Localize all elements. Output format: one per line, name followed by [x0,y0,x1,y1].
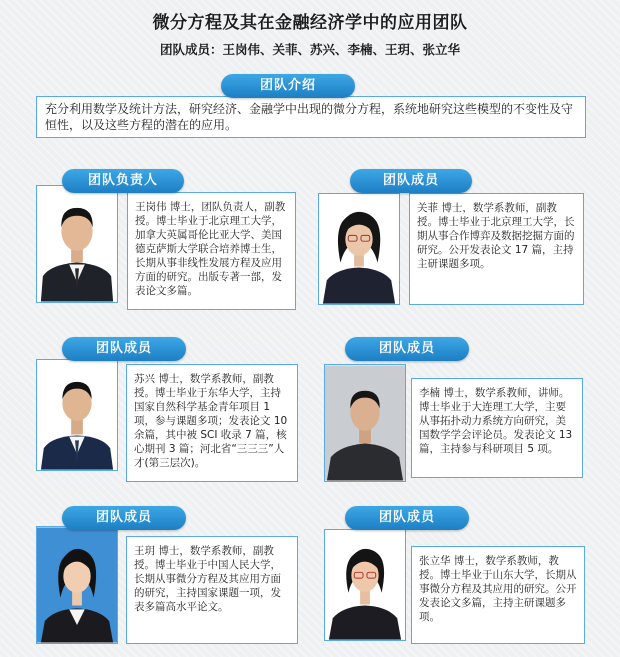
intro-label: 团队介绍 [221,74,355,98]
member-bio: 关菲 博士，数学系教师，副教授。博士毕业于北京理工大学，长期从事合作博弈及数据挖掘方面的研究。公开发表论文 17 篇，主持主研课题多项。 [409,193,584,305]
member-photo [36,526,118,644]
portrait-man-casual [325,365,405,481]
page-title: 微分方程及其在金融经济学中的应用团队 [152,13,468,33]
member-bio: 李楠 博士，数学系教师，讲师。博士毕业于大连理工大学，主要从事拓扑动力系统方向研究，美国数学学会评论员。发表论文 13 篇，主持参与科研项目 5 项。 [411,378,583,478]
card-label: 团队成员 [350,169,472,193]
portrait-man-suit [37,186,117,302]
member-bio: 张立华 博士，数学系教师，教授。博士毕业于山东大学，长期从事微分方程及其应用的研究。公开发表论文多篇，主持主研课题多项。 [411,546,585,644]
portrait-man-suit [37,360,117,470]
card-label: 团队成员 [62,506,186,530]
member-photo [318,193,400,305]
member-bio: 苏兴 博士，数学系教师，副教授。博士毕业于东华大学，主持国家自然科学基金青年项目 1 项，参与课题多项；发表论文 10 余篇，其中被 SCI 收录 7 篇，核心期刊 3 篇；河北省“三三三”人才(第三层次)。 [126,364,298,482]
intro-text: 充分利用数学及统计方法，研究经济、金融学中出现的微分方程，系统地研究这些模型的不变性及守恒性，以及这些方程的潜在的应用。 [36,96,586,138]
member-bio: 王玥 博士，数学系教师，副教授。博士毕业于中国人民大学，长期从事微分方程及其应用方面的研究，主持国家课题一项，发表多篇高水平论文。 [126,536,298,644]
member-bio: 王岗伟 博士，团队负责人，副教授。博士毕业于北京理工大学，加拿大英属哥伦比亚大学、美国德克萨斯大学联合培养博士生，长期从事非线性发展方程及应用方面的研究。出版专著一部，发表论文多篇。 [127,192,296,310]
team-members-line: 团队成员：王岗伟、关菲、苏兴、李楠、王玥、张立华 [159,42,460,57]
member-photo [324,364,406,482]
member-photo [324,529,406,641]
card-label: 团队成员 [345,506,469,530]
card-label: 团队负责人 [62,169,184,193]
portrait-woman-glasses [319,194,399,304]
member-photo [36,359,118,471]
portrait-woman-blue-bg [37,527,117,643]
card-label: 团队成员 [62,337,186,361]
member-photo [36,185,118,303]
portrait-woman-glasses [325,530,405,640]
card-label: 团队成员 [345,337,469,361]
